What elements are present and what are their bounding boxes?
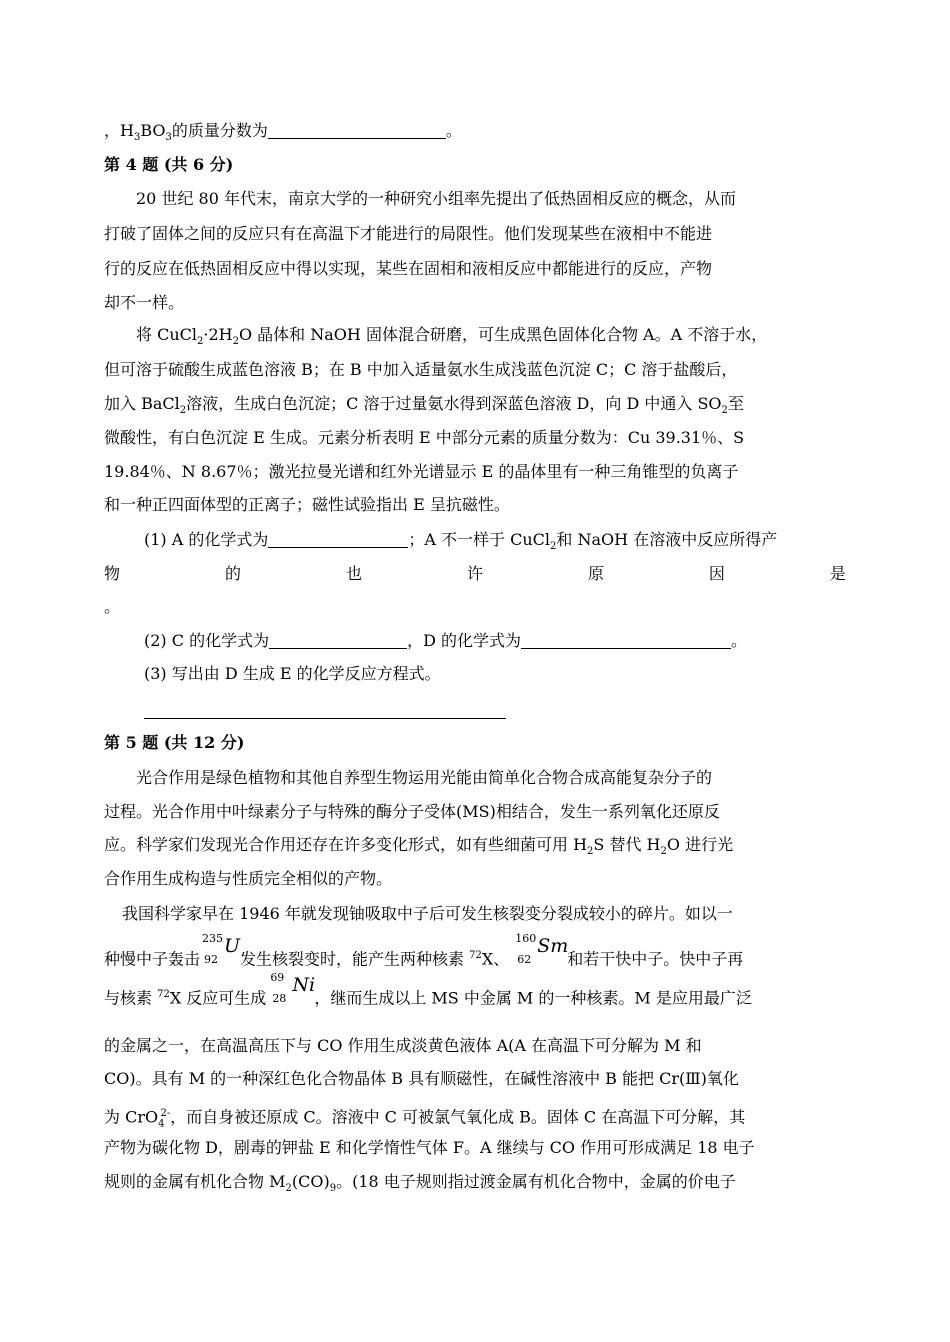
q5-line-5: 我国科学家早在 1946 年就发现铀吸取中子后可发生核裂变分裂成较小的碎片。如以一 [122,904,733,923]
q4-intro-line-2: 打破了固体之间的反应只有在高温下才能进行的局限性。他们发现某些在液相中不能进 [104,224,713,243]
q4-question-1: (1) A 的化学式为 ；A 不一样于 CuCl$_2$和 NaOH 在溶液中反应所得产 [144,530,778,553]
q4-question-1-reason-line: 物 的 也 许 原 因 是 [104,564,846,583]
q5-line-8: 的金属之一，在高温高压下与 CO 作用生成淡黄色液体 A(A 在高温下可分解为 M 和 [104,1036,702,1055]
q4-question-1-end: 。 [104,597,121,616]
q4-question-2: (2) C 的化学式为 ，D 的化学式为 。 [144,631,748,650]
q4-heading: 第 4 题 (共 6 分) [104,155,234,174]
q5-line-12: 规则的金属有机化合物 $M_2(CO)_9$。(18 电子规则指过渡金属有机化合物中，金属的价电子 [104,1172,736,1195]
samarium-nuclide: 160 62 Sm [515,932,569,966]
nickel-nuclide: 69 28 Ni [270,971,316,1005]
q2-d-answer-blank[interactable] [521,630,731,649]
q4-p2-line-1: 将 $CuCl_2\cdot 2H_2O$ 晶体和 NaOH 固体混合研磨，可生成黑色固体化合物 A。A 不溶于水， [136,325,768,348]
q4-intro-line-1: 20 世纪 80 年代末，南京大学的一种研究小组率先提出了低热固相反应的概念，从而 [136,189,736,208]
q5-line-11: 产物为碳化物 D，剧毒的钾盐 E 和化学惰性气体 F。A 继续与 CO 作用可形成满足 18 电子 [104,1138,755,1157]
q3-tail-line: ，$H_3BO_3$的质量分数为 。 [104,121,462,144]
q4-p2-line-4: 微酸性，有白色沉淀 E 生成。元素分析表明 E 中部分元素的质量分数为：Cu 39.31％、S [104,428,745,447]
q3-answer-line[interactable] [144,718,506,719]
q4-p2-line-5: 19.84％、N 8.67％；激光拉曼光谱和红外光谱显示 E 的晶体里有一种三角锥型的负离子 [104,462,739,481]
q4-intro-line-3: 行的反应在低热固相反应中得以实现，某些在固相和液相反应中都能进行的反应，产物 [104,259,713,278]
q5-line-10: 为 CrO$_4^{2-}$，而自身被还原成 C。溶液中 C 可被氯气氧化成 B。固体 C 在高温下可分解，其 [104,1107,746,1130]
q5-line-1: 光合作用是绿色植物和其他自养型生物运用光能由简单化合物合成高能复杂分子的 [136,768,713,787]
q5-line-7: 与核素 $^{72}$X 反应可生成 69 28 Ni ，继而生成以上 MS 中金属 M 的一种核素。M 是应用最广泛 [104,980,846,1010]
q4-p2-line-6: 和一种正四面体型的正离子；磁性试验指出 E 呈抗磁性。 [104,495,510,514]
q5-heading: 第 5 题 (共 12 分) [104,733,245,752]
q5-line-6: 种慢中子轰击 235 92 U 发生核裂变时，能产生两种核素 $^{72}$X、 160 62 Sm 和若干快中子。快中子再 [104,941,846,971]
q4-p2-line-2: 但可溶于硫酸生成蓝色溶液 B；在 B 中加入适量氨水生成浅蓝色沉淀 C；C 溶于盐酸后， [104,360,738,379]
q5-line-4: 合作用生成构造与性质完全相似的产物。 [104,869,393,888]
q5-line-9: CO)。具有 M 的一种深红色化合物晶体 B 具有顺磁性，在碱性溶液中 B 能把 Cr(Ⅲ)氧化 [104,1069,739,1088]
q5-line-3: 应。科学家们发现光合作用还存在许多变化形式，如有些细菌可用 $H_2S$ 替代 $H_2O$ 进行光 [104,835,734,858]
q4-p2-line-3: 加入 BaCl$_2$溶液，生成白色沉淀；C 溶于过量氨水得到深蓝色溶液 D，向 D 中通入 $SO_2$至 [104,394,744,417]
q4-intro-line-4: 却不一样。 [104,293,185,312]
q2-c-answer-blank[interactable] [269,630,407,649]
q1-answer-blank[interactable] [268,529,408,548]
q5-line-2: 过程。光合作用中叶绿素分子与特殊的酶分子受体(MS)相结合，发生一系列氧化还原反 [104,802,720,821]
answer-blank[interactable] [268,120,446,139]
uranium-nuclide: 235 92 U [202,932,241,966]
q4-question-3: (3) 写出由 D 生成 E 的化学反应方程式。 [144,664,441,683]
